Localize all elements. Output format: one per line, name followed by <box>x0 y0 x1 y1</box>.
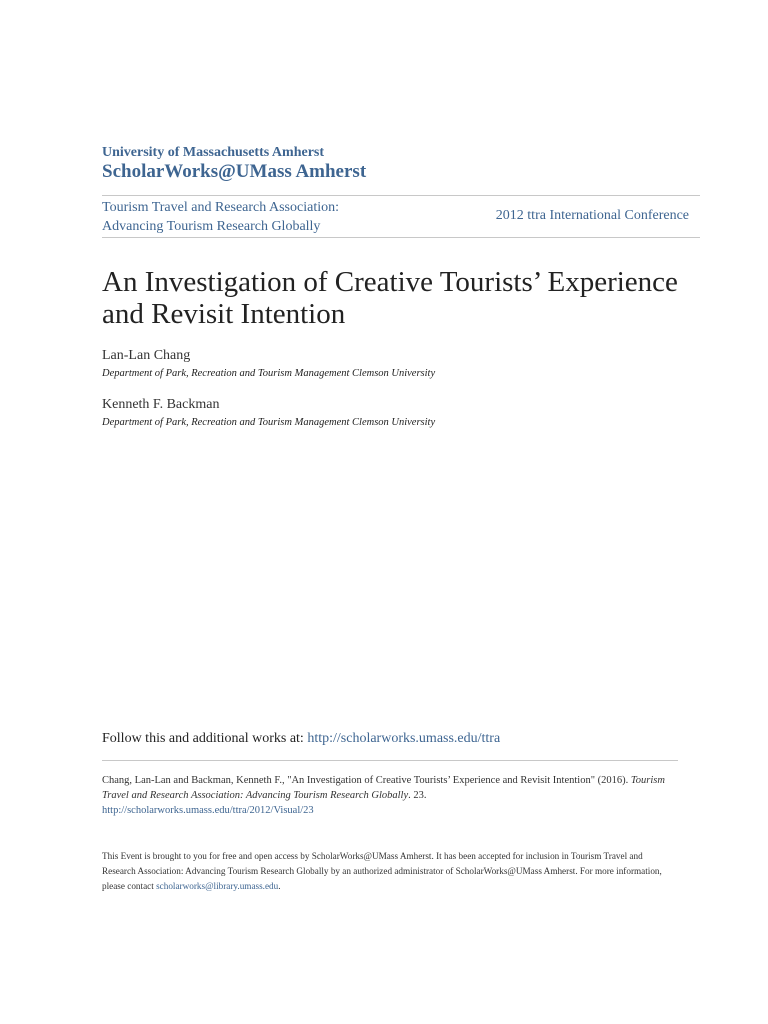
follow-label: Follow this and additional works at: <box>102 731 308 746</box>
follow-link[interactable]: http://scholarworks.umass.edu/ttra <box>307 731 501 746</box>
series-line-2[interactable]: Advancing Tourism Research Globally <box>102 219 321 234</box>
series-name[interactable] <box>102 198 339 236</box>
conference-link[interactable]: 2012 ttra International Conference <box>495 208 689 223</box>
notice-text: This Event is brought to you for free and open access by ScholarWorks@UMass Amherst. It has been accepted for inclusion in Tourism Travel and Research Association: Advancing Tourism Research Globally by an authorized administrator of ScholarWorks@UMass Amherst. For more information, please contact <box>102 851 662 891</box>
author-name: Kenneth F. Backman <box>102 397 220 412</box>
header-divider-bottom <box>102 237 700 238</box>
follow-divider <box>102 760 678 761</box>
citation-link[interactable]: http://scholarworks.umass.edu/ttra/2012/Visual/23 <box>102 805 314 816</box>
author-name: Lan-Lan Chang <box>102 348 191 363</box>
series-line-1[interactable]: Tourism Travel and Research Association: <box>102 200 339 215</box>
author-affiliation: Department of Park, Recreation and Tourism Management Clemson University <box>102 417 436 428</box>
author-affiliation: Department of Park, Recreation and Tourism Management Clemson University <box>102 368 436 379</box>
citation-text: Chang, Lan-Lan and Backman, Kenneth F., "An Investigation of Creative Tourists’ Experience and Revisit Intention" (2016). <box>102 775 631 786</box>
contact-email-link[interactable]: scholarworks@library.umass.edu <box>156 881 279 891</box>
paper-title: An Investigation of Creative Tourists’ Experience and Revisit Intention <box>102 266 678 330</box>
notice-end: . <box>278 881 281 891</box>
repository-name[interactable]: ScholarWorks@UMass Amherst <box>102 161 367 182</box>
citation-number: . 23. <box>408 790 427 801</box>
citation-journal: Tourism Travel and Research Association: Advancing Tourism Research Globally <box>102 775 665 801</box>
header-divider-top <box>102 195 700 196</box>
access-notice <box>102 849 678 894</box>
follow-line <box>102 731 500 747</box>
institution-name[interactable]: University of Massachusetts Amherst <box>102 145 325 160</box>
citation-block <box>102 773 678 818</box>
